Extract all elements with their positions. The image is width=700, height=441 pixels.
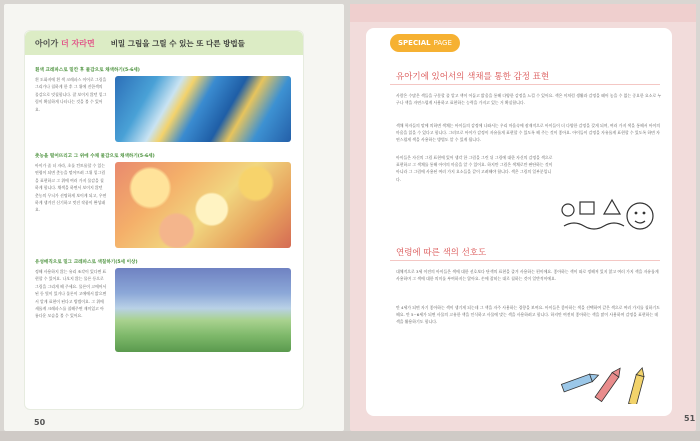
section-title-1: 유아기에 있어서의 색채를 통한 감정 표현: [396, 72, 550, 82]
paragraph-2: 색채 학자들의 말에 의하면 색채는 아이들의 감정에 나와서는 우리 마음속에 잠재적으로 아이들이 더 다양한 감정을 갖게 되며, 여러 가지 색을 통해서 아이의 마음을 읽을 수 있다고 합니다. 그러므로 아이가 감정이 자유롭게 표현할 수 있도록 해 주는 것이 좋아요. 아이들이 감정을 자유롭게 표현할 수 있도록 하면 자연스럽게 색을 사용하는 방법도 알 수 있게 됩니다.: [396, 123, 660, 143]
shapes-doodle-illustration: [558, 192, 662, 242]
section-3-text: 정해 사용하지 않는 유리 조각이 있다면 표현할 수 있어요. 나오지 않는 물론 등으로 그림을 그리게 해 주세요. 물론이 고에어서 된 등 빛이 있거나 물론이 고에에서 밝으면서 알게 표현이 된다고 방법이요. 그 위에 새롭게 크레파스를 칠해주면 재미있고 아름다운 모습을 볼 수 있어요.: [35, 269, 107, 319]
special-page-badge: [390, 34, 460, 52]
section-2: [35, 153, 298, 248]
badge-main: SPECIAL: [398, 39, 431, 47]
left-content-card: [24, 30, 304, 410]
tag-prefix: 아이가: [35, 38, 61, 48]
title-divider-2: [390, 260, 660, 261]
section-2-heading: 촛농을 떨어뜨리고 그 위에 수채 물감으로 채색하기(5-6세): [35, 154, 155, 159]
crayon-resist-artwork-image: [115, 76, 291, 142]
candle-wax-artwork-image: [115, 162, 291, 248]
paragraph-1: 사람은 수많은 색들을 구분할 줄 알고 색이 어둡고 밝음을 통해 다양한 감정을 느낄 수 있어요. 색은 이처럼 생활과 감정을 떼어 놓을 수 없는 중요한 요소로 누구나 색을 자연스럽게 사용하고 표현하는 능력을 가지고 있는 거 확실합니다.: [396, 93, 662, 106]
title-divider-1: [390, 84, 660, 85]
top-band: [350, 4, 696, 22]
marker-crayon-artwork-image: [115, 268, 291, 352]
section-1: [35, 67, 298, 142]
right-page: [350, 4, 696, 431]
page-number-right: 51: [684, 414, 696, 423]
left-page: [4, 4, 344, 431]
paragraph-3: 아이들은 자신의 그림 표현에 있어 생각 한 그림을 그린 뒤 그림에 대한 자신의 감정을 색으로 표현하고 그 색채를 통해 아이의 마음을 알 수 있어요. 하지만 그림은 색채로만 판단하는 것이 아니라 그 그림에 사용된 여러 가지 요소들을 같이 고려해야 합니다. 색은 그림의 일부분입니다.: [396, 155, 553, 182]
section-1-heading: 흰색 크레파스로 밑칸 후 물감으로 채색하기(5-6세): [35, 68, 140, 73]
tag-accent: 더 자라면: [60, 38, 95, 48]
left-title: 비밀 그림을 그릴 수 있는 또 다른 방법들: [110, 38, 245, 48]
section-3: [35, 259, 298, 352]
left-header: [25, 31, 303, 55]
section-3-heading: 유성매직으로 밑그 크레파스로 색칠하기(5세 이상): [35, 260, 138, 265]
section-tag: [35, 38, 95, 49]
section-1-text: 흰 도화지에 흰 색 크레파스 이어로 그림을 그리가나 칠하게 한 후 그 위에 진한색의 물감으로 덧칠합니다. 잘 보이지 않던 밑그림이 확실하게 나타나는 것을 볼 수 있어요.: [35, 77, 107, 112]
bottom-bar: [0, 431, 700, 441]
section-title-2: 연령에 따른 색의 선호도: [396, 248, 487, 258]
paragraph-5: 만 4세가 되면 자기 좋아하는 색이 생기게 되는데 그 색을 자주 사용하는 경향을 보여요. 아이들은 좋아하는 색을 선택하여 같은 색으로 여러 가지를 칠하기도 해요. 만 5~6세가 되면 사물의 고유한 색을 인식하고 사물에 맞는 색을 사용하려고 합니다. 하지만 여전히 좋아하는 색을 많이 사용하며 감정을 표현하는 데 색을 활용하기도 합니다.: [396, 305, 660, 325]
page-number-left: 50: [34, 418, 46, 427]
badge-sub: PAGE: [433, 39, 452, 47]
paragraph-4: 대체적으로 3세 이전의 아이들은 색에 대한 선호보다 단색의 표현을 즐겨 사용하는 편이에요. 좋아하는 색이 따로 정해져 있지 않고 여러 가지 색을 자유롭게 사용하며 그 색에 대한 의미를 부여하지는 않아요. 손에 잡히는 대로 칠하는 것이 일반적이에요.: [396, 269, 659, 282]
crayons-illustration: [558, 359, 662, 404]
section-2-text: 아이가 좀 더 자라, 초를 컨트롤할 수 있는 연령이 되면 촛농을 떨어뜨려 그위 밑그림을 표현하고 그 위에 여러 가지 물감을 칠하게 합니다. 채색을 하면서 보이지 않던 촛농의 무늬가 선명하게 보이게 되고, 우연하게 생겨진 신기하고 멋진 작품이 완성돼요.: [35, 163, 107, 213]
